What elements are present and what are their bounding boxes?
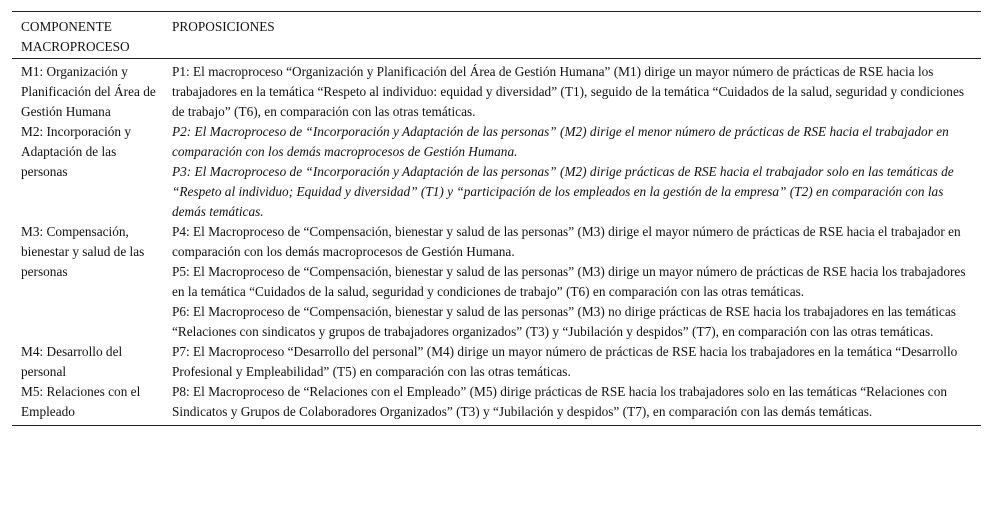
table-row (12, 62, 981, 122)
table-body (12, 59, 981, 422)
propositions-cell (172, 342, 981, 382)
header-proposiciones: PROPOSICIONES (172, 19, 275, 34)
proposition: P7: El Macroproceso “Desarrollo del personal” (M4) dirige un mayor número de prácticas de RSE hacia los trabajadores en la temática “Desarrollo Profesional y Empleabilidad” (T5) en comparación con las otras temáticas. (172, 344, 958, 379)
macroproceso-cell: M2: Incorporación y Adaptación de las personas (21, 124, 132, 179)
proposition: P8: El Macroproceso de “Relaciones con el Empleado” (M5) dirige prácticas de RSE hacia los trabajadores solo en las temáticas “Relaciones con Sindicatos y Grupos de Colaboradores Organizados” (T3) y “Jubilación y despidos” (T7), en comparación con las demás temáticas. (172, 384, 948, 419)
propositions-cell (172, 62, 981, 122)
proposition: P1: El macroproceso “Organización y Planificación del Área de Gestión Humana” (M1) dirige un mayor número de prácticas de RSE hacia los trabajadores en la temática “Respeto al individuo: equidad y diversidad” (T1), seguido de la temática “Cuidados de la salud, seguridad y condiciones de trabajo” (T6), en comparación con las otras temáticas. (172, 64, 965, 119)
proposition: P6: El Macroproceso de “Compensación, bienestar y salud de las personas” (M3) no dirige prácticas de RSE hacia los trabajadores en las temáticas “Relaciones con sindicatos y grupos de trabajadores organizados” (T3) y “Jubilación y despidos” (T7), en comparación con las otras temáticas. (172, 304, 956, 339)
proposition: P4: El Macroproceso de “Compensación, bienestar y salud de las personas” (M3) dirige el mayor número de prácticas de RSE hacia el trabajador en comparación con los demás macroprocesos de Gestión Humana. (172, 224, 961, 259)
table-row (12, 382, 981, 422)
macroproceso-cell: M3: Compensación, bienestar y salud de las personas (21, 224, 145, 279)
macroproceso-cell: M4: Desarrollo del personal (21, 344, 123, 379)
macroproceso-cell: M5: Relaciones con el Empleado (21, 384, 141, 419)
table-header-row (12, 12, 981, 58)
propositions-cell (172, 222, 981, 342)
table-row (12, 122, 981, 222)
table-bottom-rule (12, 425, 981, 426)
header-macroproceso: COMPONENTE MACROPROCESO (21, 19, 130, 54)
table-row (12, 342, 981, 382)
propositions-cell (172, 382, 981, 422)
proposition: P3: El Macroproceso de “Incorporación y Adaptación de las personas” (M2) dirige prácticas de RSE hacia el trabajador solo en las temáticas de “Respeto al individuo; Equidad y diversidad” (T1) y “participación de los empleados en la gestión de la empresa” (T2) en comparación con las demás temáticas. (172, 164, 954, 219)
propositions-table (12, 11, 981, 426)
table-row (12, 222, 981, 342)
propositions-cell (172, 122, 981, 222)
proposition: P2: El Macroproceso de “Incorporación y Adaptación de las personas” (M2) dirige el menor número de prácticas de RSE hacia el trabajador en comparación con los demás macroprocesos de Gestión Humana. (172, 124, 949, 159)
proposition: P5: El Macroproceso de “Compensación, bienestar y salud de las personas” (M3) dirige un mayor número de prácticas de RSE hacia los trabajadores en la temática “Cuidados de la salud, seguridad y condiciones de trabajo” (T6) en comparación con las otras temáticas. (172, 264, 966, 299)
macroproceso-cell: M1: Organización y Planificación del Área de Gestión Humana (21, 64, 156, 119)
